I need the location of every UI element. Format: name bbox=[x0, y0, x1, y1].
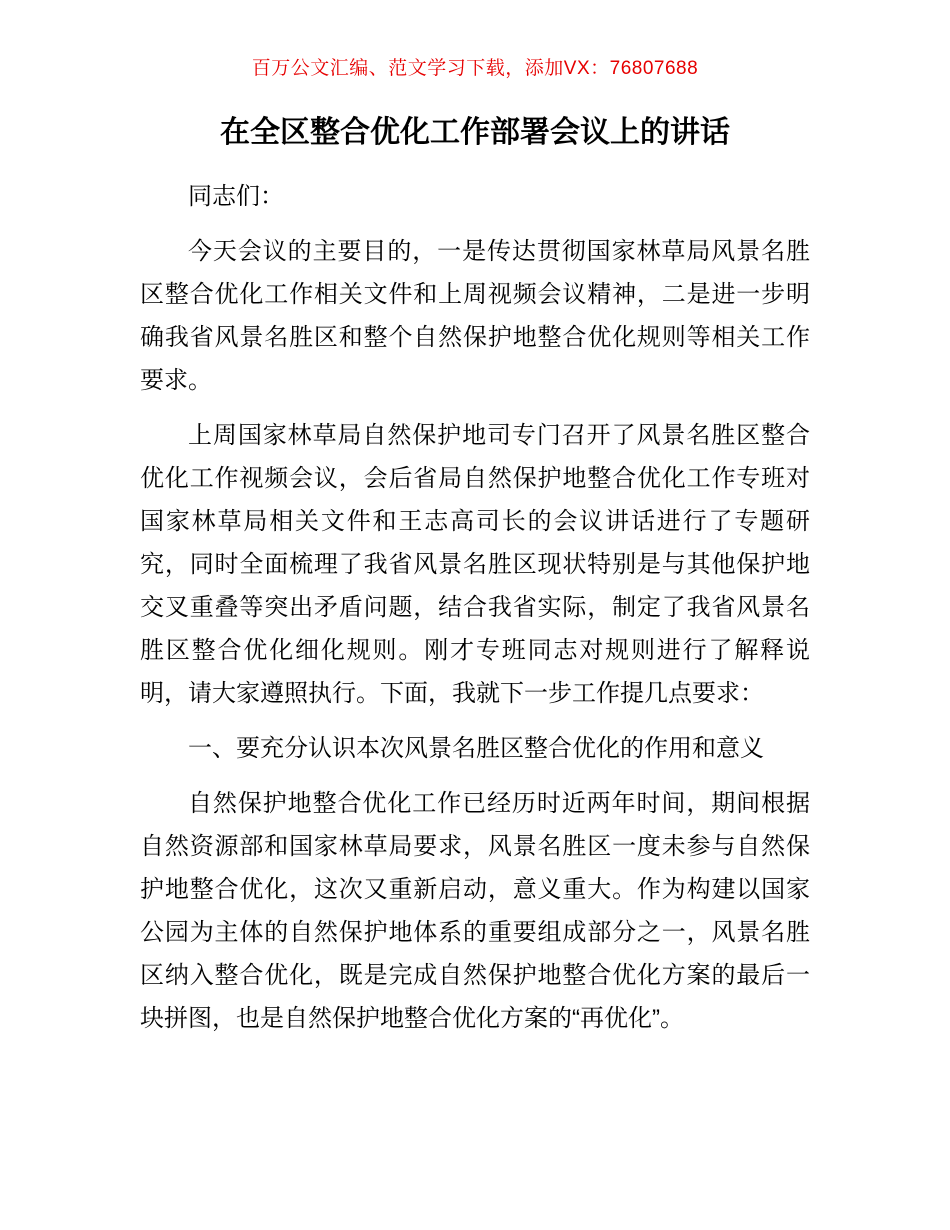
watermark-text: 百万公文汇编、范文学习下载，添加VX：76807688 bbox=[251, 58, 699, 79]
body-paragraph: 上周国家林草局自然保护地司专门召开了风景名胜区整合优化工作视频会议，会后省局自然保护地整合优化工作专班对国家林草局相关文件和王志高司长的会议讲话进行了专题研究，同时全面梳理了我省风景名胜区现状特别是与其他保护地交叉重叠等突出矛盾问题，结合我省实际，制定了我省风景名胜区整合优化细化规则。刚才专班同志对规则进行了解释说明，请大家遵照执行。下面，我就下一步工作提几点要求： bbox=[140, 422, 810, 708]
section-heading: 一、要充分认识本次风景名胜区整合优化的作用和意义 bbox=[188, 735, 764, 763]
document-title: 在全区整合优化工作部署会议上的讲话 bbox=[220, 116, 730, 149]
body-paragraph: 自然保护地整合优化工作已经历时近两年时间，期间根据自然资源部和国家林草局要求，风景名胜区一度未参与自然保护地整合优化，这次又重新启动，意义重大。作为构建以国家公园为主体的自然保护地体系的重要组成部分之一，风景名胜区纳入整合优化，既是完成自然保护地整合优化方案的最后一块拼图，也是自然保护地整合优化方案的“再优化”。 bbox=[140, 790, 810, 1033]
document-body bbox=[140, 175, 810, 1040]
salutation-paragraph: 同志们： bbox=[188, 183, 284, 211]
body-paragraph: 今天会议的主要目的，一是传达贯彻国家林草局风景名胜区整合优化工作相关文件和上周视频会议精神，二是进一步明确我省风景名胜区和整个自然保护地整合优化规则等相关工作要求。 bbox=[140, 238, 810, 395]
